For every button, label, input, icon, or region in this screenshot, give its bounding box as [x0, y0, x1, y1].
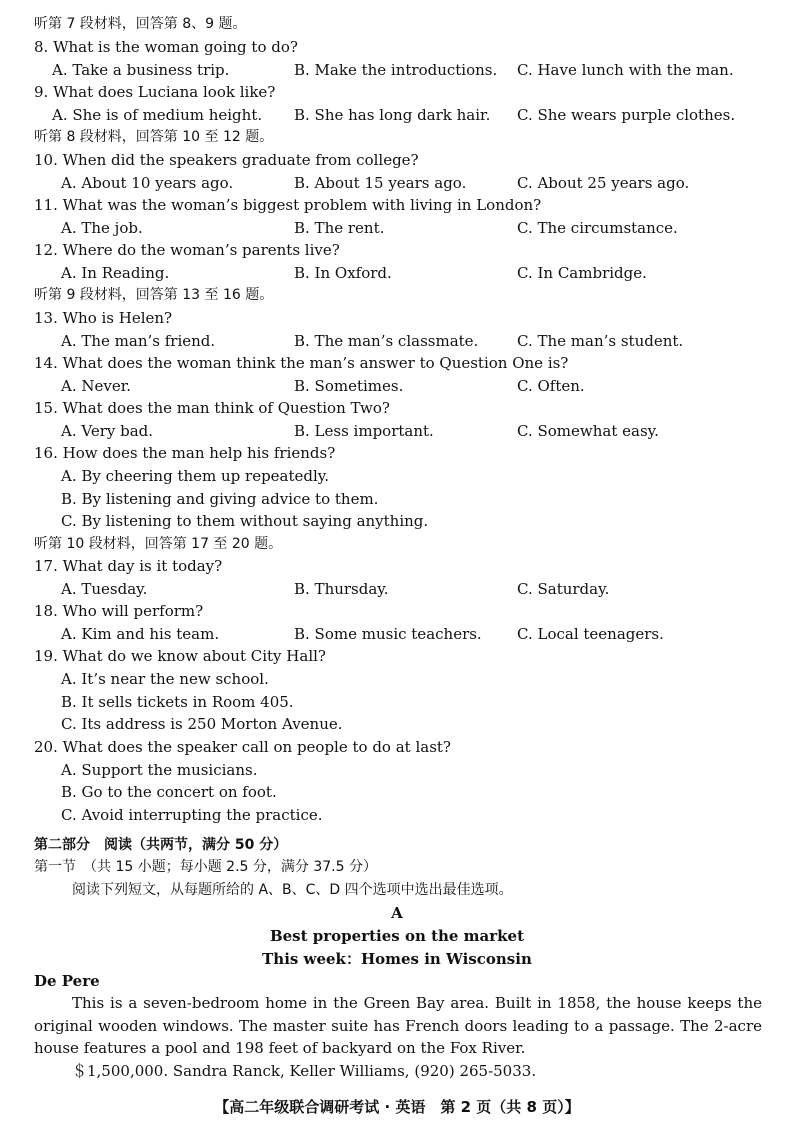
passage-body: This is a seven-bedroom home in the Green Bay area. Built in 1858, the house keeps the original wooden windows. The master suite has French doors leading to a passage. The 2-acre house features a pool and 198 feet of backyard on the Fox River.: [34, 994, 762, 1057]
q12-option-b: B. In Oxford.: [294, 264, 392, 282]
question-8: 8. What is the woman going to do?: [34, 38, 298, 56]
q14-option-c: C. Often.: [517, 377, 585, 395]
question-14: 14. What does the woman think the man’s answer to Question One is?: [34, 354, 569, 372]
location-heading: De Pere: [34, 972, 100, 990]
section-header-10: 听第 10 段材料，回答第 17 至 20 题。: [34, 536, 283, 552]
q16-option-b: B. By listening and giving advice to them.: [61, 490, 379, 508]
question-15: 15. What does the man think of Question Two?: [34, 399, 390, 417]
listing-contact: ＄1,500,000. Sandra Ranck, Keller Williams, (920) 265-5033.: [72, 1062, 537, 1080]
q8-option-a: A. Take a business trip.: [52, 61, 230, 79]
q18-option-a: A. Kim and his team.: [61, 625, 220, 643]
page-footer: 【高二年级联合调研考试 · 英语 第 2 页（共 8 页）】: [214, 1098, 580, 1116]
question-12: 12. Where do the woman’s parents live?: [34, 241, 340, 259]
q14-option-b: B. Sometimes.: [294, 377, 404, 395]
q9-option-c: C. She wears purple clothes.: [517, 106, 736, 124]
q20-option-c: C. Avoid interrupting the practice.: [61, 806, 323, 824]
q12-option-a: A. In Reading.: [61, 264, 170, 282]
question-18: 18. Who will perform?: [34, 602, 204, 620]
q11-option-a: A. The job.: [61, 219, 143, 237]
section-header-9: 听第 9 段材料，回答第 13 至 16 题。: [34, 287, 274, 303]
q18-option-b: B. Some music teachers.: [294, 625, 482, 643]
question-20: 20. What does the speaker call on people to do at last?: [34, 738, 451, 756]
section-one-header: 第一节 （共 15 小题；每小题 2.5 分，满分 37.5 分）: [34, 859, 377, 875]
section-header-7: 听第 7 段材料，回答第 8、9 题。: [34, 16, 247, 32]
q8-option-c: C. Have lunch with the man.: [517, 61, 734, 79]
q17-option-b: B. Thursday.: [294, 580, 389, 598]
q8-option-b: B. Make the introductions.: [294, 61, 498, 79]
q19-option-a: A. It’s near the new school.: [61, 670, 269, 688]
question-11: 11. What was the woman’s biggest problem with living in London?: [34, 196, 542, 214]
q20-option-b: B. Go to the concert on foot.: [61, 783, 277, 801]
q14-option-a: A. Never.: [61, 377, 132, 395]
q10-option-a: A. About 10 years ago.: [61, 174, 234, 192]
passage-subtitle: This week：Homes in Wisconsin: [262, 950, 532, 968]
question-10: 10. When did the speakers graduate from college?: [34, 151, 419, 169]
q9-option-a: A. She is of medium height.: [52, 106, 263, 124]
part-two-header: 第二部分 阅读（共两节，满分 50 分）: [34, 837, 288, 853]
q15-option-c: C. Somewhat easy.: [517, 422, 659, 440]
question-19: 19. What do we know about City Hall?: [34, 647, 326, 665]
section-header-8: 听第 8 段材料，回答第 10 至 12 题。: [34, 129, 274, 145]
question-9: 9. What does Luciana look like?: [34, 83, 276, 101]
q13-option-a: A. The man’s friend.: [61, 332, 216, 350]
q20-option-a: A. Support the musicians.: [61, 761, 258, 779]
q18-option-c: C. Local teenagers.: [517, 625, 664, 643]
q15-option-a: A. Very bad.: [61, 422, 154, 440]
q19-option-b: B. It sells tickets in Room 405.: [61, 693, 294, 711]
passage-letter: A: [391, 904, 403, 922]
q10-option-b: B. About 15 years ago.: [294, 174, 467, 192]
passage-title: Best properties on the market: [269, 927, 525, 945]
q13-option-c: C. The man’s student.: [517, 332, 684, 350]
q10-option-c: C. About 25 years ago.: [517, 174, 690, 192]
q11-option-c: C. The circumstance.: [517, 219, 678, 237]
q17-option-c: C. Saturday.: [517, 580, 610, 598]
q13-option-b: B. The man’s classmate.: [294, 332, 479, 350]
q15-option-b: B. Less important.: [294, 422, 434, 440]
reading-instruction: 阅读下列短文，从每题所给的 A、B、C、D 四个选项中选出最佳选项。: [72, 882, 513, 898]
q16-option-a: A. By cheering them up repeatedly.: [61, 467, 330, 485]
q12-option-c: C. In Cambridge.: [517, 264, 647, 282]
question-17: 17. What day is it today?: [34, 557, 223, 575]
q19-option-c: C. Its address is 250 Morton Avenue.: [61, 715, 343, 733]
q17-option-a: A. Tuesday.: [61, 580, 148, 598]
q9-option-b: B. She has long dark hair.: [294, 106, 491, 124]
question-16: 16. How does the man help his friends?: [34, 444, 336, 462]
question-13: 13. Who is Helen?: [34, 309, 173, 327]
q11-option-b: B. The rent.: [294, 219, 385, 237]
q16-option-c: C. By listening to them without saying anything.: [61, 512, 429, 530]
